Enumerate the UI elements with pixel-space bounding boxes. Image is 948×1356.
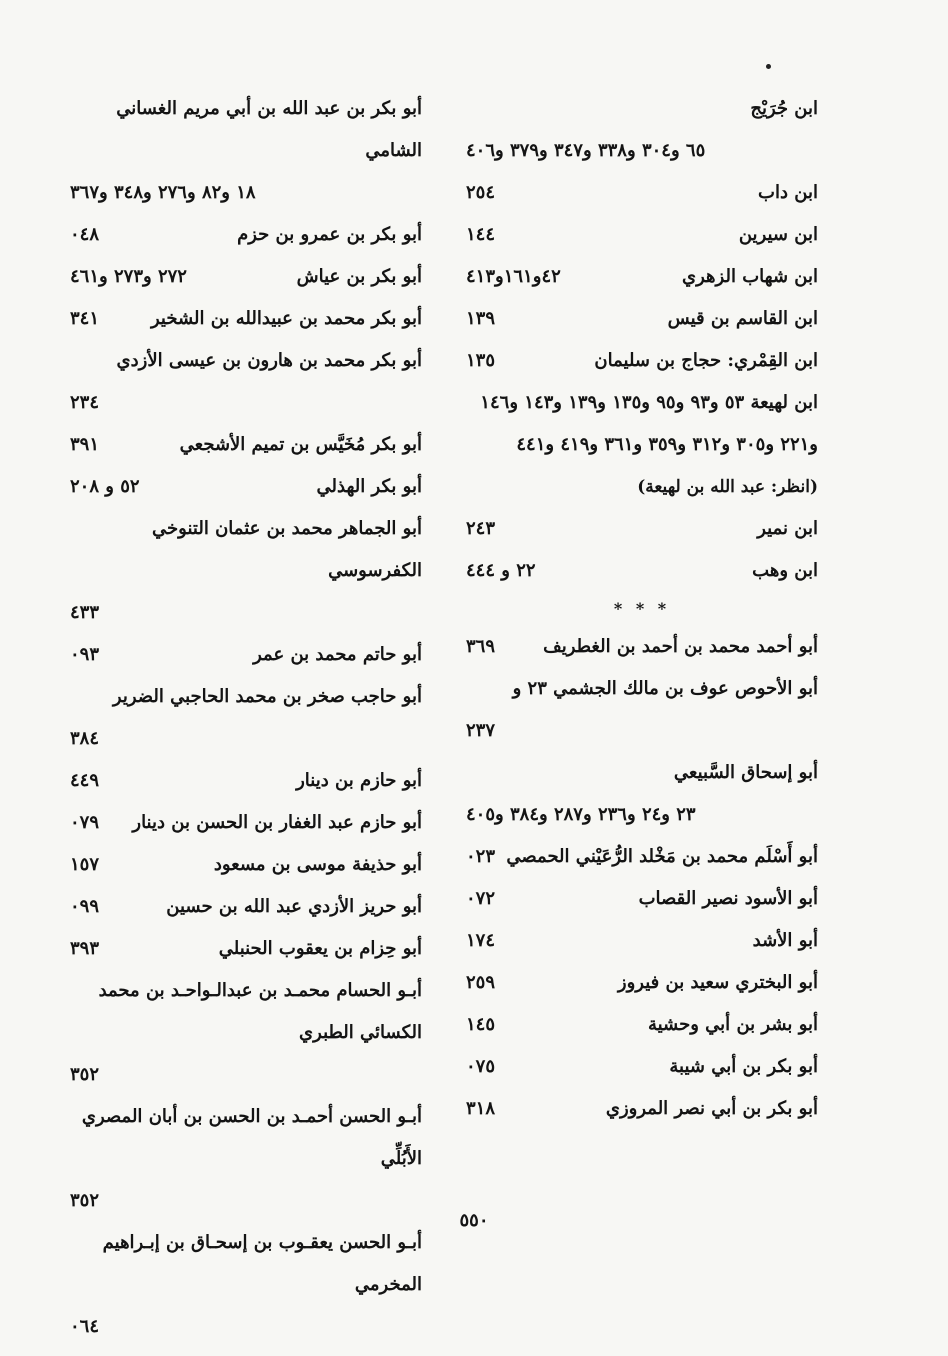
index-entry	[70, 466, 422, 508]
index-entry	[70, 634, 422, 676]
index-entry	[70, 760, 422, 802]
entry-name: أبو حاجب صخر بن محمد الحاجبي الضرير	[112, 686, 422, 707]
right-column-entries-2	[466, 508, 818, 592]
entry-page-refs: ٣١٨	[466, 1098, 496, 1119]
index-entry	[466, 256, 818, 298]
entry-name: أبو بكر بن أبي شيبة	[669, 1056, 818, 1077]
entry-page-refs: ٢٤٣	[466, 518, 496, 539]
entry-name: أبو حازم عبد الغفار بن الحسن بن دينار	[132, 812, 422, 833]
entry-page-refs: ٣٥٢	[70, 1190, 100, 1211]
index-entry	[70, 844, 422, 886]
entry-name: أبو حِزام بن يعقوب الحنبلي	[218, 938, 422, 959]
index-entry	[466, 1004, 818, 1046]
entry-page-refs: ٢٣ و٢٤ و٢٣٦ و٢٨٧ و٣٨٤ و٤٠٥	[466, 804, 696, 825]
index-entry	[466, 508, 818, 550]
entry-name: أبـو الحسن يعقـوب بن إسحـاق بن إبـراهيم المخرمي	[102, 1232, 422, 1295]
entry-name: ابن وهب	[752, 560, 818, 581]
index-entry	[466, 172, 818, 214]
entry-name: أبو بكر بن عياش	[296, 266, 422, 287]
index-entry	[70, 298, 422, 340]
entry-name: ابن شهاب الزهري	[682, 266, 818, 287]
entry-name: أبو بكر بن عمرو بن حزم	[237, 224, 422, 245]
index-entry	[466, 550, 818, 592]
index-entry	[466, 382, 818, 466]
index-entry	[70, 256, 422, 298]
entry-page-refs: ٠٧٢	[466, 888, 496, 909]
entry-page-refs: ١٥٧	[70, 854, 100, 875]
index-entry	[466, 340, 818, 382]
entry-name: أبو حاتم محمد بن عمر	[253, 644, 422, 665]
entry-page-refs: ٤٣٣	[70, 602, 100, 623]
index-entry	[466, 878, 818, 920]
index-entry	[70, 1222, 422, 1348]
index-entry	[70, 88, 422, 214]
entry-name: أبو حريز الأزدي عبد الله بن حسين	[166, 896, 422, 917]
entry-name: أبو حازم بن دينار	[296, 770, 422, 791]
index-entry	[466, 1046, 818, 1088]
entry-page-refs: ٢٣٤	[70, 392, 100, 413]
index-entry	[466, 836, 818, 878]
entry-page-refs: ٠٧٩	[70, 812, 100, 833]
cross-reference-note: (انظر: عبد الله بن لهيعة)	[637, 477, 818, 497]
entry-page-refs: ٠٤٨	[70, 224, 100, 245]
entry-page-refs: ٦٥ و٣٠٤ و٣٣٨ و٣٤٧ و٣٧٩ و٤٠٦	[466, 140, 706, 161]
entry-page-refs: ٢٢ و ٤٤٤	[466, 560, 536, 581]
entry-page-refs: ٣٥٢	[70, 1064, 100, 1085]
ink-dot	[766, 64, 771, 69]
index-entry	[70, 802, 422, 844]
entry-name: ابن القِمْري: حجاج بن سليمان	[594, 350, 818, 371]
entry-name: ابن داب	[758, 182, 818, 203]
entry-page-refs: ٢٣٧	[466, 720, 496, 741]
index-entry	[70, 508, 422, 634]
entry-page-refs: ٣٦٩	[466, 636, 496, 657]
index-entry	[466, 920, 818, 962]
entry-page-refs: ٤٤٩	[70, 770, 100, 791]
entry-page-refs: ١٣٩	[466, 308, 496, 329]
entry-page-refs: ٠٧٥	[466, 1056, 496, 1077]
section-separator: * * *	[613, 599, 671, 618]
entry-page-refs: ٠٩٩	[70, 896, 100, 917]
index-entry	[466, 962, 818, 1004]
entry-page-refs: ١٤٤	[466, 224, 496, 245]
entry-name: أبـو الحسام محمـد بن عبدالـواحـد بن محمد الكسائي الطبري	[98, 980, 422, 1043]
entry-name: أبو بكر محمد بن عبيدالله بن الشخير	[150, 308, 422, 329]
entry-name: أبو الأسود نصير القصاب	[638, 888, 818, 909]
index-entry	[466, 214, 818, 256]
entry-name: أبو أحمد محمد بن أحمد بن الغطريف	[543, 636, 818, 657]
entry-name: أبو أَسْلَم محمد بن مَخْلد الرُّعَيْني الحمصي	[506, 846, 818, 867]
entry-page-refs: ٠٢٣	[466, 846, 496, 867]
entry-name: أبو الجماهر محمد بن عثمان التنوخي الكفرسوسي	[152, 518, 422, 581]
index-entry	[466, 1088, 818, 1130]
right-column	[466, 88, 818, 1130]
entry-name: ابن القاسم بن قيس	[667, 308, 818, 329]
left-column	[70, 88, 422, 1348]
entry-page-refs: ٤٢و١٦١و٤١٣	[466, 266, 561, 287]
entry-name: أبو بكر بن عبد الله بن أبي مريم الغساني الشامي	[116, 98, 422, 161]
entry-page-refs: ٠٩٣	[70, 644, 100, 665]
entry-name: أبو الأشد	[752, 930, 818, 951]
entry-name: أبو الأحوص عوف بن مالك الجشمي ٢٣ و	[512, 678, 818, 699]
entry-page-refs: ٣٩٣	[70, 938, 100, 959]
entry-name: أبـو الحسن أحمـد بن الحسن بن أبان المصري الأَبُلِّي	[81, 1106, 422, 1169]
entry-page-refs: ٢٥٤	[466, 182, 496, 203]
index-entry	[70, 1096, 422, 1222]
index-entry	[466, 298, 818, 340]
entry-name: أبو البختري سعيد بن فيروز	[617, 972, 818, 993]
index-entry	[466, 668, 818, 752]
entry-name: أبو حذيفة موسى بن مسعود	[213, 854, 422, 875]
entry-name: أبو بشر بن أبي وحشية	[647, 1014, 818, 1035]
entry-page-refs: ٣٤١	[70, 308, 100, 329]
index-entry	[70, 214, 422, 256]
index-entry	[70, 676, 422, 760]
entry-page-refs: ١٣٥	[466, 350, 496, 371]
entry-page-refs: ٥٢ و ٢٠٨	[70, 476, 140, 497]
entry-page-refs: ١٨ و٨٢ و٢٧٦ و٣٤٨ و٣٦٧	[70, 182, 256, 203]
entry-name: أبو بكر بن أبي نصر المروزي	[605, 1098, 818, 1119]
entry-name: ابن سيرين	[738, 224, 818, 245]
index-entry	[466, 88, 818, 172]
index-entry	[70, 928, 422, 970]
index-entry	[70, 424, 422, 466]
entry-page-refs: ٣٨٤	[70, 728, 100, 749]
entry-name: ابن جُرَيْج	[750, 98, 818, 119]
entry-name: أبو بكر الهذلي	[316, 476, 422, 497]
left-column-entries	[70, 88, 422, 1348]
entry-name: أبو بكر مُخَيَّس بن تميم الأشجعي	[179, 434, 422, 455]
index-entry	[70, 970, 422, 1096]
entry-page-refs: ٢٥٩	[466, 972, 496, 993]
entry-name: ابن لهيعة ٥٣ و٩٣ و٩٥ و١٣٥ و١٣٩ و١٤٣ و١٤٦ و٢٢١ و٣٠٥ و٣١٢ و٣٥٩ و٣٦١ و٤١٩ و٤٤١	[480, 392, 818, 455]
entry-page-refs: ٢٧٢ و٢٧٣ و٤٦١	[70, 266, 187, 287]
entry-name: ابن نمير	[757, 518, 818, 539]
right-column-entries-3	[466, 626, 818, 1130]
index-entry	[70, 340, 422, 424]
entry-page-refs: ٠٦٤	[70, 1316, 100, 1337]
entry-name: أبو بكر محمد بن هارون بن عيسى الأزدي	[116, 350, 422, 371]
page-number: ٥٥٠	[459, 1210, 489, 1231]
right-column-entries-1	[466, 88, 818, 466]
entry-page-refs: ٣٩١	[70, 434, 100, 455]
index-entry	[466, 752, 818, 836]
entry-page-refs: ١٤٥	[466, 1014, 496, 1035]
index-entry	[70, 886, 422, 928]
entry-page-refs: ١٧٤	[466, 930, 496, 951]
index-entry	[466, 626, 818, 668]
entry-name: أبو إسحاق السَّبيعي	[673, 762, 818, 783]
